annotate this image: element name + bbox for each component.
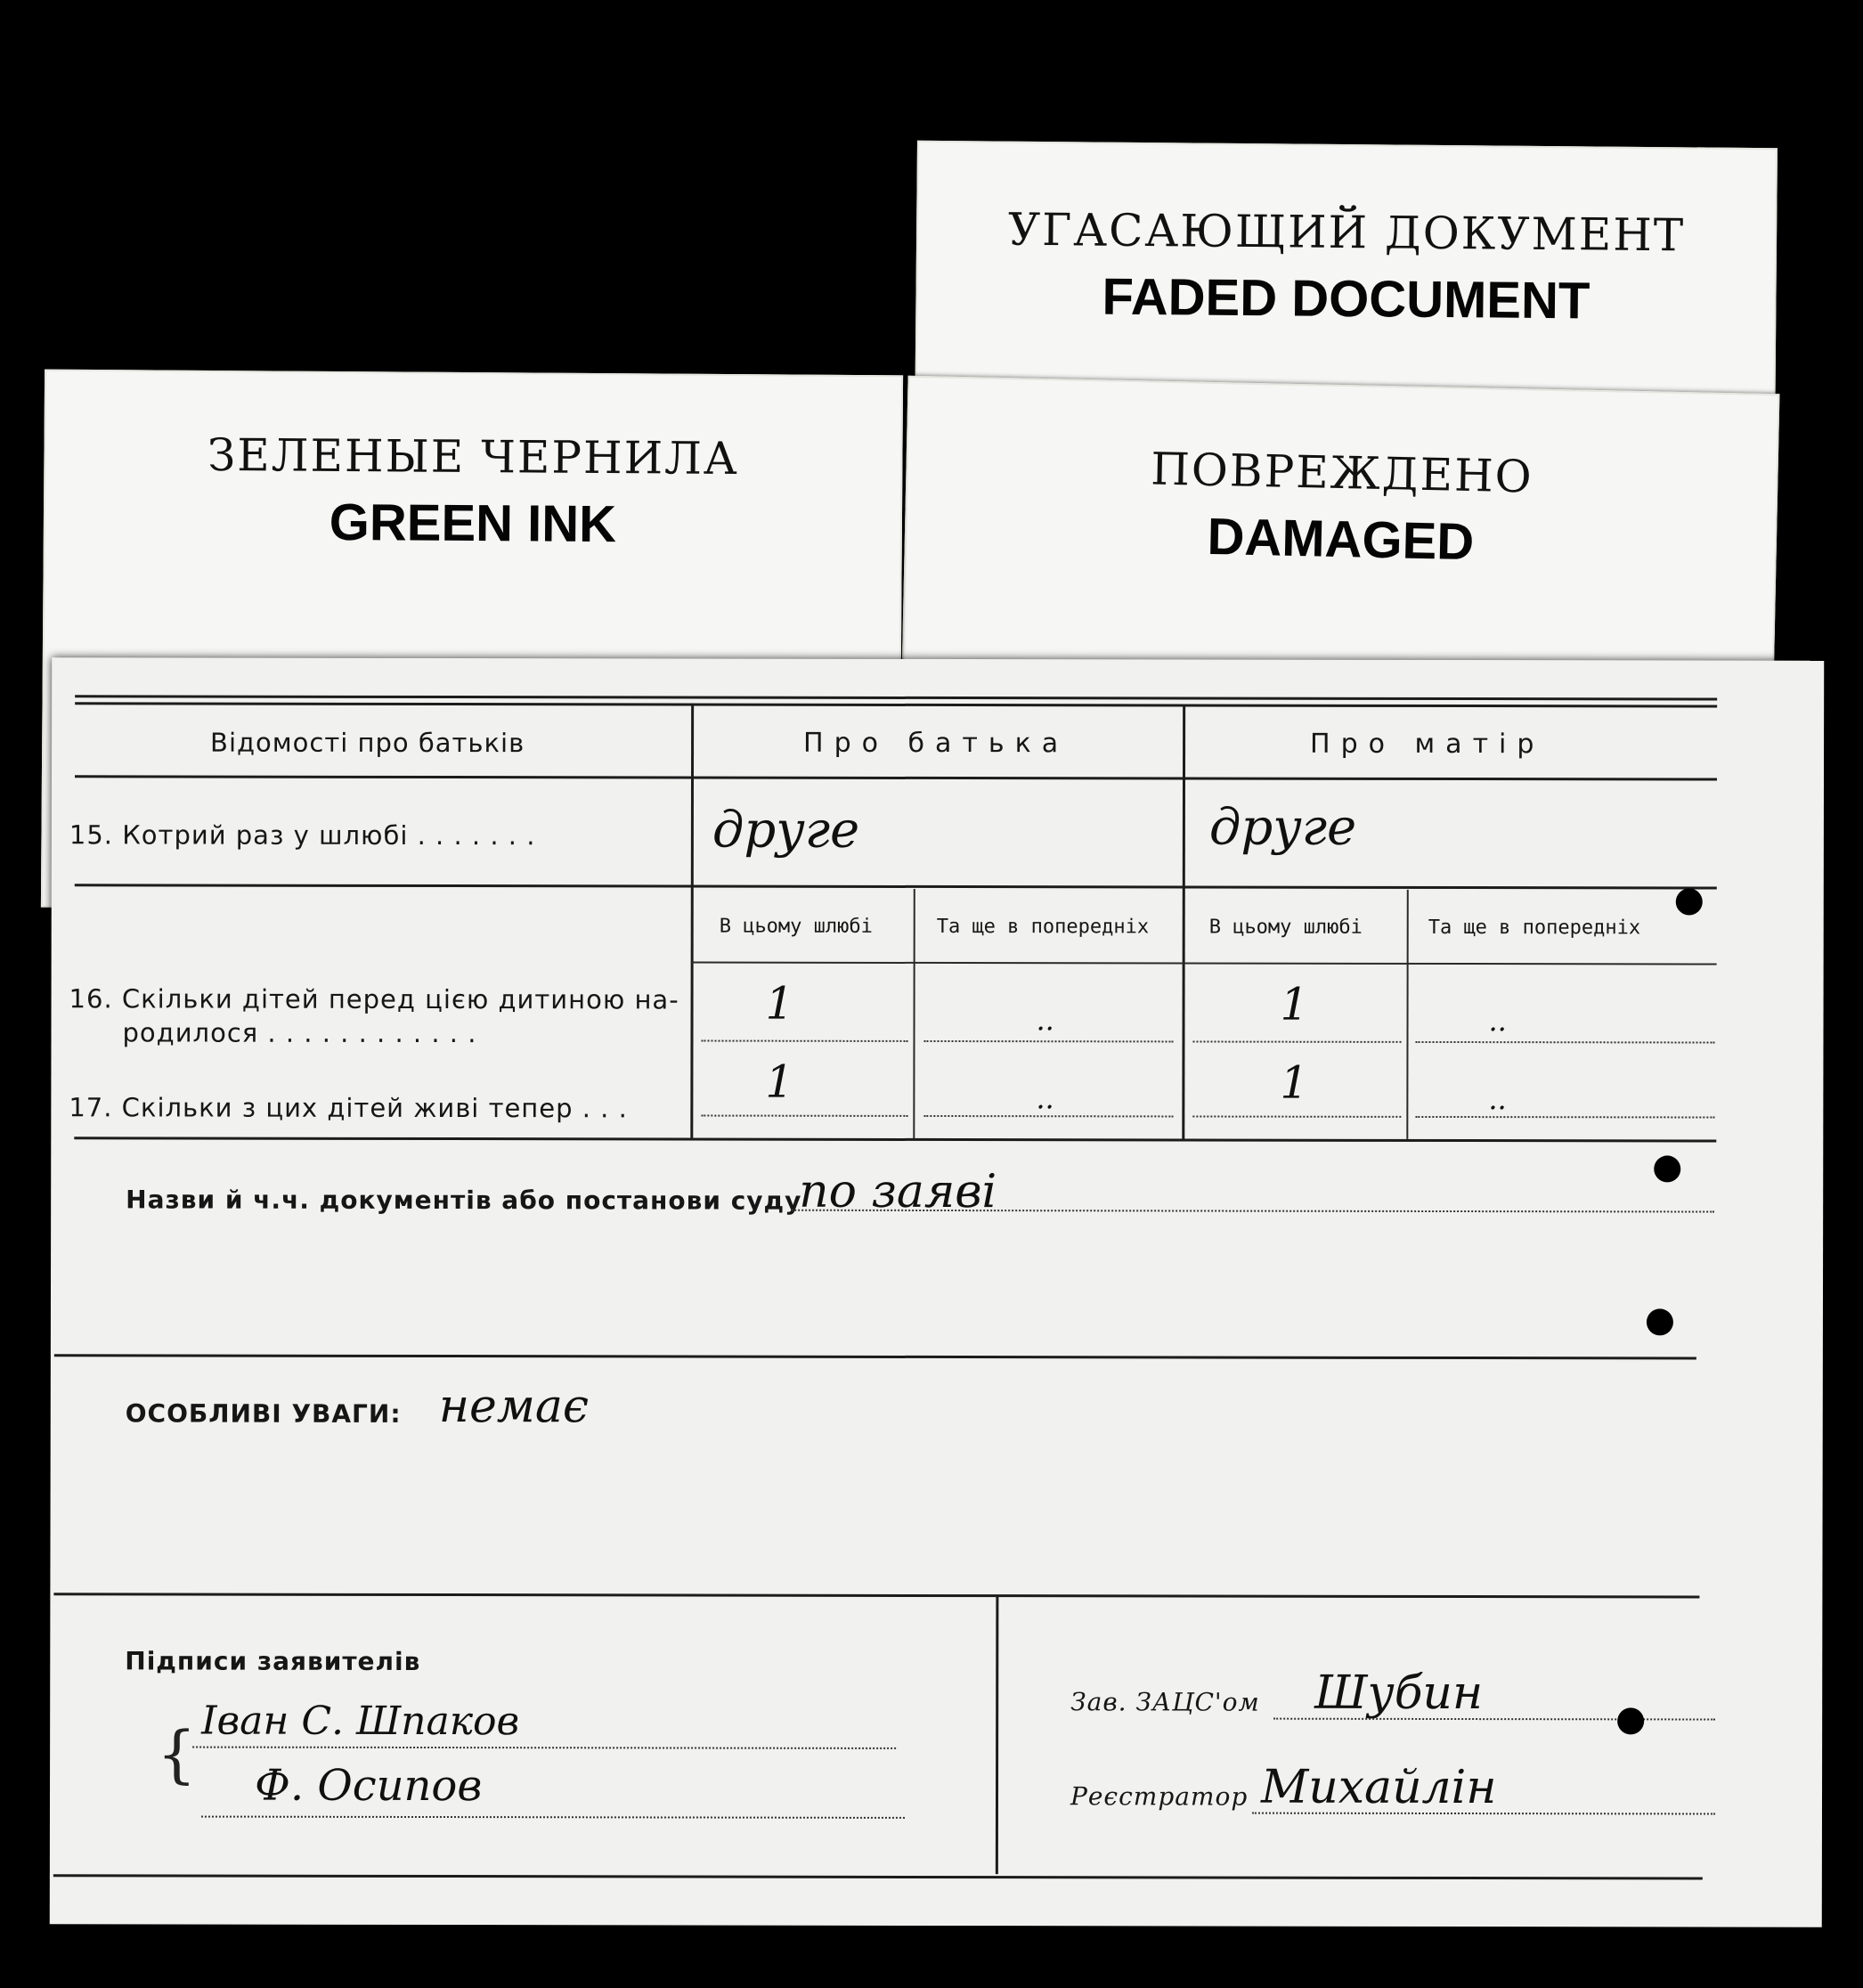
registrar-line: [1252, 1813, 1715, 1815]
father-previous-header: Та ще в попередніх: [936, 915, 1150, 939]
row16-mother-this-line: [1192, 1041, 1401, 1043]
signature-line2-rule: [201, 1816, 905, 1819]
remarks-label: ОСОБЛИВІ УВАГИ:: [125, 1398, 402, 1429]
signatures-divider: [996, 1596, 999, 1874]
father-this-marriage-header: В цьому шлюбі: [719, 915, 873, 938]
row15-father-value: друге: [712, 801, 860, 860]
documents-bottom-rule: [54, 1354, 1696, 1359]
mother-this-marriage-header: В цьому шлюбі: [1208, 916, 1363, 939]
binding-hole: [1676, 888, 1703, 915]
top-rule: [75, 695, 1717, 700]
mother-previous-header: Та ще в попередніх: [1428, 916, 1641, 940]
subheader-rule: [691, 962, 1717, 965]
form-bottom-rule: [53, 1874, 1703, 1879]
documents-value: по заяві: [799, 1164, 997, 1219]
signature-line1: Іван С. Шпаков: [201, 1698, 520, 1745]
registrar-signature: Михайлін: [1260, 1760, 1497, 1815]
registration-form: [50, 657, 1824, 1927]
table-bottom-rule: [74, 1137, 1716, 1142]
row17-father-previous-line: [923, 1115, 1173, 1117]
binding-hole: [1654, 1155, 1680, 1182]
binding-hole: [1647, 1308, 1673, 1335]
row15-rule: [75, 884, 1717, 889]
row17-mother-previous: ..: [1488, 1082, 1507, 1117]
row16-father-this: 1: [765, 977, 794, 1030]
signature-line1-rule: [192, 1747, 896, 1749]
row15-label: 15. Котрий раз у шлюбі . . . . . . .: [69, 819, 536, 851]
head-of-registry-label: Зав. ЗАЦС'ом: [1070, 1687, 1260, 1717]
damaged-label-en: DAMAGED: [1206, 507, 1475, 572]
signatures-label: Підписи заявителів: [125, 1646, 421, 1676]
header-rule: [75, 775, 1717, 780]
remarks-bottom-rule: [53, 1593, 1699, 1598]
mother-column-divider: [1182, 704, 1185, 1138]
registrar-label: Реєстратор: [1070, 1781, 1249, 1812]
row17-mother-this-line: [1192, 1116, 1401, 1118]
mother-subcolumn-divider: [1406, 890, 1408, 1139]
father-subcolumn-divider: [913, 889, 915, 1138]
row16-mother-previous-line: [1415, 1041, 1714, 1044]
faded-label-en: FADED DOCUMENT: [1102, 267, 1590, 330]
row16-father-previous: ..: [1036, 1003, 1054, 1038]
faded-label-ru: УГАСАЮЩИЙ ДОКУМЕНТ: [1007, 203, 1686, 262]
row17-father-previous: ..: [1036, 1081, 1054, 1116]
signatures-brace: {: [157, 1717, 198, 1791]
row16-label-line2: родилося . . . . . . . . . . . .: [122, 1017, 477, 1049]
green-ink-label-ru: ЗЕЛЕНЫЕ ЧЕРНИЛА: [207, 428, 739, 485]
row17-father-this-line: [701, 1115, 907, 1117]
header-father: Про батька: [803, 727, 1070, 760]
damaged-label-ru: ПОВРЕЖДЕНО: [1150, 443, 1534, 503]
signature-line2: Ф. Осипов: [254, 1760, 483, 1812]
head-of-registry-line: [1273, 1718, 1715, 1721]
row16-father-previous-line: [923, 1040, 1173, 1042]
row16-mother-previous: ..: [1488, 1004, 1507, 1039]
row17-label: 17. Скільки з цих дітей живі тепер . . .: [69, 1092, 628, 1124]
row17-mother-this: 1: [1280, 1056, 1309, 1109]
green-ink-label-en: GREEN INK: [329, 493, 617, 554]
header-mother: Про матір: [1310, 728, 1545, 761]
row16-father-this-line: [701, 1040, 907, 1042]
head-of-registry-signature: Шубин: [1314, 1666, 1484, 1721]
row17-father-this: 1: [765, 1055, 794, 1108]
row15-mother-value: друге: [1208, 798, 1357, 857]
header-parents-info: Відомості про батьків: [210, 727, 525, 759]
top-rule-double: [75, 702, 1717, 707]
remarks-value: немає: [438, 1380, 590, 1434]
father-column-divider: [690, 704, 694, 1138]
row16-mother-this: 1: [1280, 978, 1309, 1031]
documents-label: Назви й ч.ч. документів або постанови суду: [126, 1185, 802, 1216]
binding-hole: [1617, 1707, 1644, 1734]
row17-mother-previous-line: [1415, 1116, 1714, 1119]
row16-label-line1: 16. Скільки дітей перед цією дитиною на-: [69, 983, 679, 1015]
